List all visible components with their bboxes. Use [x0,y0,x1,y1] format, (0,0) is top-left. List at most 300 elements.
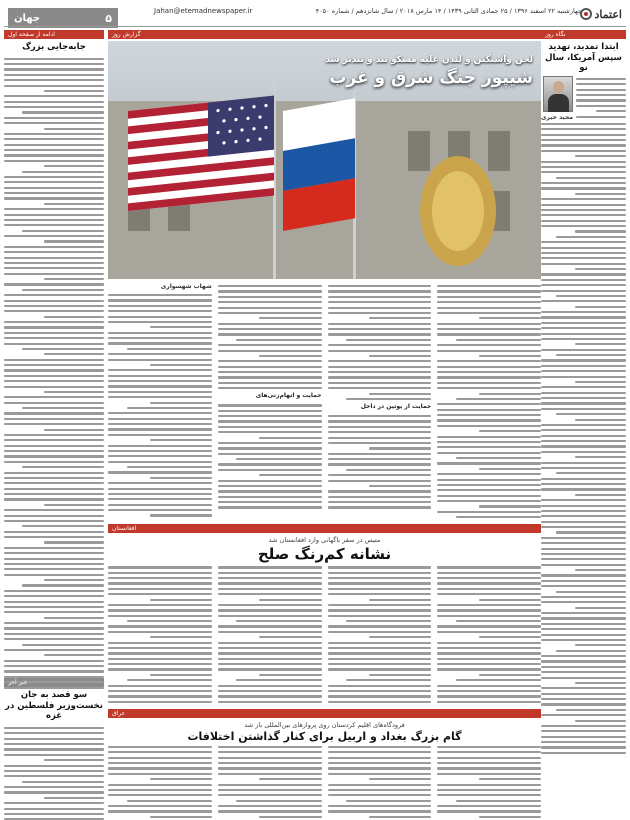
text-line [150,326,212,328]
main-body-col-3 [218,283,322,518]
text-line [479,393,541,395]
text-line [541,161,626,163]
text-line [437,695,541,697]
left-tag-label: ادامه از صفحه اول [8,31,55,38]
text-line [328,490,432,492]
text-line [369,317,431,319]
text-line [4,563,104,565]
text-line [4,58,104,60]
text-line [541,440,626,442]
text-line [4,568,104,570]
text-line [108,652,212,654]
afghanistan-body [108,564,541,703]
text-line [456,457,541,459]
text-line [541,574,626,576]
text-line [346,469,431,471]
text-line [4,450,104,452]
text-line [150,514,212,516]
text-line [328,382,432,384]
newspaper-logo [580,4,622,24]
text-line [108,445,212,447]
text-line [575,569,626,571]
text-line [541,204,626,206]
text-line [4,176,104,178]
text-line [437,479,541,481]
text-line [218,463,322,465]
text-line [218,366,322,368]
text-line [437,425,541,427]
text-line [437,685,541,687]
left-body-text-2 [4,725,104,820]
text-line [108,642,212,644]
text-line [218,668,322,670]
text-line [541,376,626,378]
text-line [218,658,322,660]
text-line [44,541,104,543]
text-line [4,547,104,549]
text-line [541,660,626,662]
author-block [541,76,573,121]
text-line [150,364,212,366]
text-line [328,566,432,568]
text-line [4,283,104,285]
text-line [328,757,432,759]
text-line [44,316,104,318]
text-line [150,778,212,780]
text-line [108,418,212,420]
text-line [218,577,322,579]
text-line [218,701,322,703]
text-line [4,369,104,371]
text-line [328,577,432,579]
right-text-lines [576,76,626,118]
text-line [479,778,541,780]
text-line [541,548,626,550]
text-line [218,582,322,584]
text-line [541,247,626,249]
text-line [259,317,321,319]
text-line [4,472,104,474]
text-line [4,498,104,500]
iraq-tag [108,709,541,718]
text-line [369,355,431,357]
text-line [575,644,626,646]
main-article-body [108,283,541,518]
text-line [541,311,626,313]
text-line [328,773,432,775]
text-line [150,599,212,601]
text-line [259,437,321,439]
text-line [369,816,431,818]
text-line [437,500,541,502]
hero-headline[interactable]: شیپور جنگ شرق و غرب [329,68,533,88]
text-line [328,371,432,373]
text-line [218,631,322,633]
text-line [328,615,432,617]
text-line [328,810,432,812]
text-line [218,566,322,568]
text-line [44,240,104,242]
text-line [4,380,104,382]
text-line [556,531,626,533]
text-line [108,805,212,807]
text-line [4,638,104,640]
text-line [150,636,212,638]
text-line [4,79,104,81]
text-line [108,316,212,318]
text-line [22,111,104,113]
text-line [22,781,104,783]
text-line [4,727,104,729]
hero-kicker: لحن واشنگتن و لندن علیه مسکو تند و تندتر شد [325,55,533,65]
text-line [346,398,431,400]
iraq-headline[interactable]: گام بزرگ بغداد و اربیل برای کنار گذاشتن اختلافات [187,729,462,743]
text-line [218,490,322,492]
text-line [541,424,626,426]
text-line [541,338,626,340]
text-line [479,317,541,319]
text-line [437,285,541,287]
text-line [259,355,321,357]
text-line [4,235,104,237]
text-line [259,636,321,638]
text-line [108,450,212,452]
text-line [218,647,322,649]
text-line [218,690,322,692]
text-line [328,333,432,335]
afghanistan-headline[interactable]: نشانه کم‌رنگ صلح [257,545,392,564]
dateline: چهارشنبه ۲۲ اسفند ۱۳۹۶ / ۲۵ جمادی الثانی ۱۴۳۹ / ۱۴ مارس ۲۰۱۸ / سال شانزدهم / شماره ۴۰۵۰ [315,7,582,15]
text-line [541,435,626,437]
text-line [218,762,322,764]
text-line [108,332,212,334]
text-line [4,138,104,140]
text-line [541,279,626,281]
text-line [4,117,104,119]
text-line [4,488,104,490]
text-line [369,636,431,638]
afghanistan-tag-label: افغانستان [112,525,137,533]
text-line [218,323,322,325]
text-line [437,371,541,373]
text-line [218,426,322,428]
text-line [328,312,432,314]
text-line [437,495,541,497]
text-line [108,794,212,796]
text-line [541,623,626,625]
text-line [4,813,104,815]
text-line [4,611,104,613]
text-line [218,685,322,687]
text-line [4,359,104,361]
text-line [218,695,322,697]
text-line [4,531,104,533]
text-line [346,800,431,802]
text-line [108,294,212,296]
text-line [541,601,626,603]
text-line [218,615,322,617]
text-line [4,101,104,103]
text-line [437,588,541,590]
text-line [328,360,432,362]
text-line [108,767,212,769]
text-line [4,595,104,597]
text-line [437,625,541,627]
text-line [541,752,626,754]
text-line [437,307,541,309]
text-line [4,434,104,436]
text-line [4,743,104,745]
text-line [4,257,104,259]
text-line [541,220,626,222]
text-line [108,784,212,786]
text-line [437,789,541,791]
text-line [541,483,626,485]
text-line [150,477,212,479]
text-line [437,773,541,775]
text-line [4,106,104,108]
right-body-text [541,121,626,754]
text-line [437,604,541,606]
text-line [328,631,432,633]
text-line [22,584,104,586]
text-line [108,396,212,398]
text-line [328,453,432,455]
text-line [437,419,541,421]
right-tag-label: نگاه روز [545,31,566,38]
text-line [328,701,432,703]
text-line [4,332,104,334]
text-line [541,634,626,636]
text-line [44,278,104,280]
text-line [218,784,322,786]
text-line [541,134,626,136]
text-line [437,409,541,411]
text-line [328,805,432,807]
text-line [108,746,212,748]
text-line [44,579,104,581]
text-line [4,197,104,199]
text-line [541,166,626,168]
text-line [479,505,541,507]
text-line [437,593,541,595]
text-line [108,434,212,436]
text-line [22,289,104,291]
logo-icon [580,8,592,20]
text-line [369,485,431,487]
text-line [541,462,626,464]
text-line [4,95,104,97]
text-line [328,572,432,574]
text-line [4,396,104,398]
text-line [108,342,212,344]
text-line [369,599,431,601]
text-line [437,489,541,491]
text-line [437,762,541,764]
main-tag-label: گزارش روز [112,31,141,38]
text-line [437,484,541,486]
left-headline-2[interactable]: سو قصد به جان نخست‌وزیر فلسطین در غزه [5,690,103,722]
text-line [218,572,322,574]
text-line [127,679,212,681]
text-line [346,339,431,341]
text-line [44,797,104,799]
text-line [328,652,432,654]
text-line [328,668,432,670]
text-line [4,364,104,366]
text-line [541,521,626,523]
main-body-col-1 [437,283,541,518]
text-line [437,290,541,292]
text-line [328,642,432,644]
text-line [437,360,541,362]
text-line [556,295,626,297]
main-byline: شهاب شهسواری [160,283,212,290]
text-line [541,585,626,587]
main-section-tag [108,30,541,39]
text-line [541,263,626,265]
text-line [127,407,212,409]
section-box [8,8,118,28]
text-line [575,381,626,383]
text-line [108,375,212,377]
text-line [437,701,541,703]
text-line [108,385,212,387]
text-line [108,658,212,660]
text-line [328,685,432,687]
text-line [541,349,626,351]
text-line [541,467,626,469]
text-line [22,466,104,468]
text-line [541,198,626,200]
text-line [4,321,104,323]
text-line [108,690,212,692]
text-line [22,171,104,173]
text-line [541,257,626,259]
text-line [437,767,541,769]
left-headline-1[interactable]: جابه‌جایی بزرگ [22,42,86,52]
website-email[interactable]: Jahan@etemadnewspaper.ir [154,7,253,15]
text-line [218,501,322,503]
text-line [328,767,432,769]
text-line [541,558,626,560]
text-line [541,693,626,695]
text-line [456,516,541,518]
text-line [479,430,541,432]
text-line [328,323,432,325]
text-line [541,300,626,302]
text-line [346,679,431,681]
right-headline[interactable]: ابتدا تمدید، تهدید سپس آمریکا، سال نو [545,42,622,74]
text-line [328,463,432,465]
text-line [456,398,541,400]
text-line [541,617,626,619]
text-line [328,746,432,748]
text-line [4,224,104,226]
text-line [328,658,432,660]
text-line [328,647,432,649]
text-line [4,386,104,388]
text-line [437,631,541,633]
text-line [127,348,212,350]
text-line [4,765,104,767]
text-line [328,588,432,590]
text-line [437,473,541,475]
text-line [44,759,104,761]
text-line [108,773,212,775]
text-line [541,488,626,490]
iraq-kicker: فرودگاه‌های اقلیم کردستان روی پروازهای بین‌المللی باز شد [244,720,405,729]
text-line [259,474,321,476]
text-line [575,343,626,345]
text-line [541,365,626,367]
text-line [575,607,626,609]
text-line [556,354,626,356]
text-line [108,609,212,611]
text-line [108,695,212,697]
text-line [108,369,212,371]
text-line [541,703,626,705]
text-line [108,566,212,568]
text-line [218,285,322,287]
text-line [479,355,541,357]
text-line [4,154,104,156]
text-line [4,375,104,377]
text-line [328,290,432,292]
text-line [22,230,104,232]
text-line [218,333,322,335]
text-line [541,451,626,453]
text-line [4,802,104,804]
text-line [437,642,541,644]
text-line [437,784,541,786]
text-line [328,350,432,352]
text-line [4,493,104,495]
text-line [541,714,626,716]
text-line [218,307,322,309]
main-subhead-1: حمایت از پوتین در داخل [360,403,432,411]
text-line [108,488,212,490]
text-line [541,628,626,630]
text-line [4,558,104,560]
text-line [218,604,322,606]
page-number: ۵ [105,11,112,25]
text-line [328,506,432,508]
text-line [4,305,104,307]
text-line [218,625,322,627]
text-line [479,468,541,470]
text-line [541,241,626,243]
text-line [437,582,541,584]
text-line [218,485,322,487]
text-line [437,441,541,443]
text-line [541,687,626,689]
text-line [4,300,104,302]
text-line [541,333,626,335]
text-line [437,810,541,812]
text-line [479,674,541,676]
text-line [218,328,322,330]
text-line [108,593,212,595]
text-line [108,455,212,457]
text-line [328,442,432,444]
text-line [4,267,104,269]
text-line [437,668,541,670]
text-line [150,816,212,818]
text-line [556,236,626,238]
text-line [541,386,626,388]
text-line [328,789,432,791]
